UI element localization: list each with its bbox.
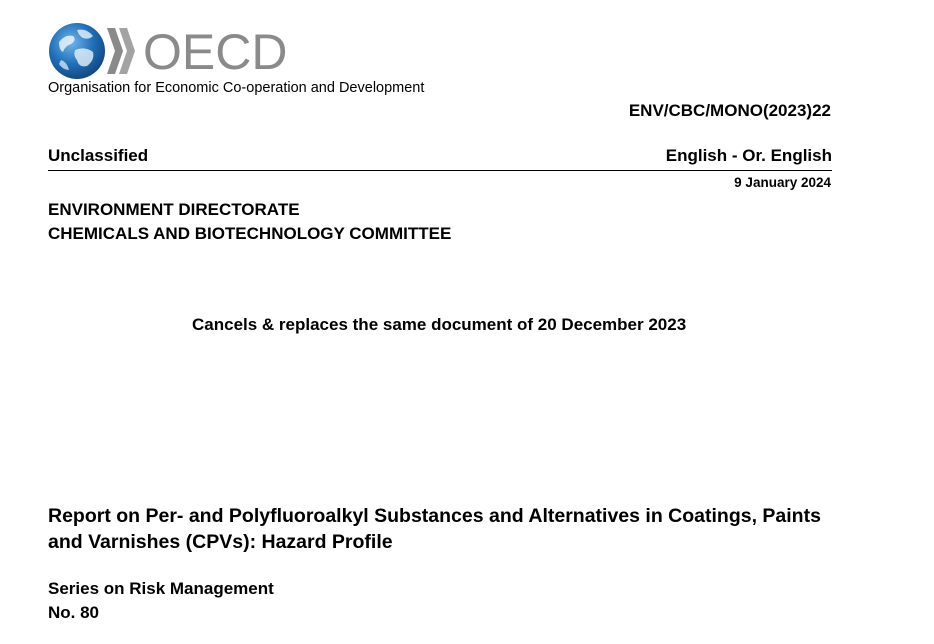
classification-row — [48, 146, 832, 171]
classification-label: Unclassified — [48, 146, 149, 165]
series-block — [48, 577, 274, 625]
document-reference: ENV/CBC/MONO(2023)22 — [628, 101, 831, 120]
committee-name: CHEMICALS AND BIOTECHNOLOGY COMMITTEE — [48, 224, 452, 243]
directorate-name: ENVIRONMENT DIRECTORATE — [48, 200, 300, 219]
organisation-name: Organisation for Economic Co-operation and Development — [48, 80, 425, 96]
report-title: Report on Per- and Polyfluoroalkyl Substances and Alternatives in Coatings, Paints and Varnishes (CPVs): Hazard Profile — [48, 505, 821, 553]
directorate-block — [48, 198, 451, 246]
series-number: No. 80 — [48, 603, 100, 622]
series-name: Series on Risk Management — [48, 579, 274, 598]
cancellation-notice: Cancels & replaces the same document of 20 December 2023 — [192, 315, 687, 334]
document-date: 9 January 2024 — [734, 175, 831, 190]
chevron-marks-icon — [107, 28, 135, 74]
language-label: English - Or. English — [665, 146, 832, 165]
logo-wordmark: OECD — [143, 24, 288, 80]
globe-icon — [49, 23, 105, 79]
oecd-logo — [47, 20, 297, 82]
